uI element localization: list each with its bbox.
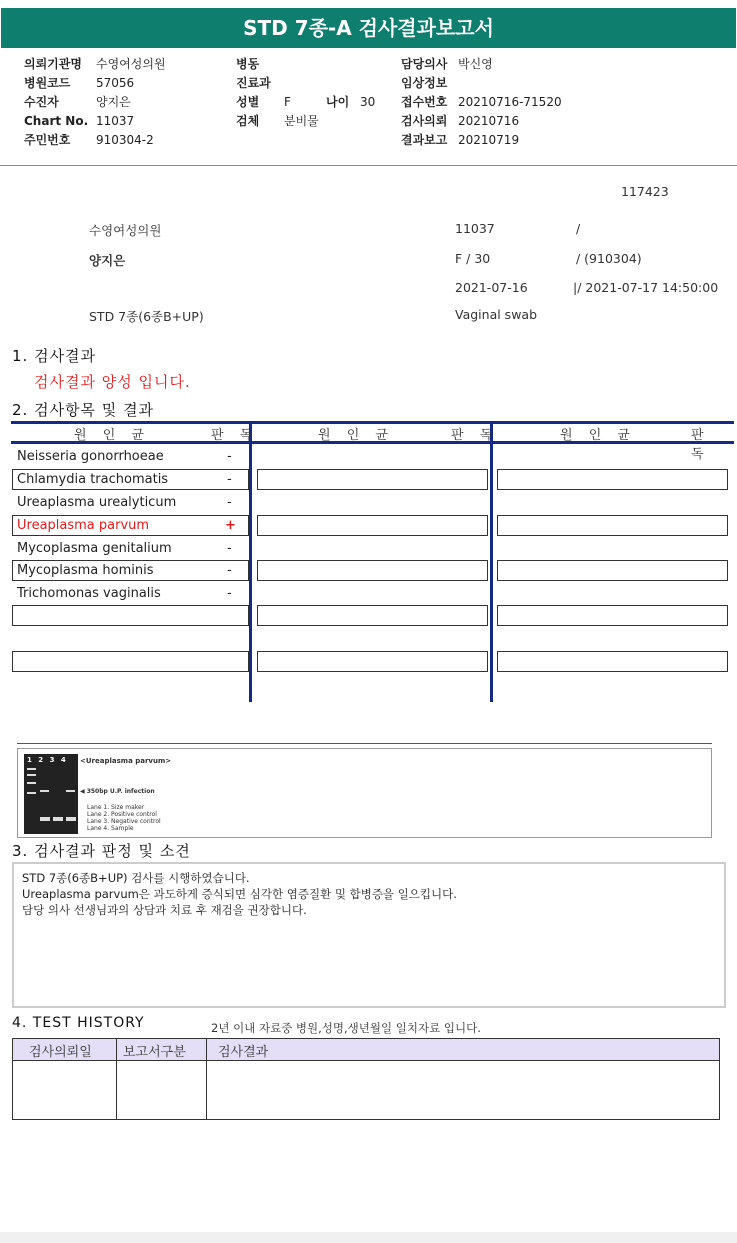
gel-band [66, 790, 75, 792]
gel-lane-numbers: 1 2 3 4 [27, 756, 68, 764]
gel-band [27, 782, 36, 784]
gel-lane-4: Lane 4. Sample [87, 825, 134, 832]
header-pathogen-2: 원 인 균 [318, 428, 394, 443]
table-row-box-empty [257, 515, 488, 536]
table-row-name: Mycoplasma genitalium [17, 541, 172, 556]
table-row-name: Mycoplasma hominis [17, 563, 154, 578]
header-pathogen-1: 원 인 균 [74, 428, 150, 443]
history-col-request-date: 검사의뢰일 [29, 1045, 92, 1060]
code-value: 57056 [96, 76, 135, 90]
summary-specimen: Vaginal swab [455, 307, 538, 322]
table-row-name: Trichomonas vaginalis [17, 586, 161, 601]
request-value: 20210716 [458, 114, 520, 128]
table-row-box-empty [497, 651, 728, 672]
section2-title: 2. 검사항목 및 결과 [12, 401, 155, 419]
table-col-divider-2 [490, 421, 493, 702]
section3-title: 3. 검사결과 판정 및 소견 [12, 842, 191, 860]
summary-sex-age: F / 30 [455, 251, 491, 266]
receipt-label: 접수번호 [401, 95, 448, 109]
summary-name: 양지은 [89, 253, 126, 268]
gel-title: <Ureaplasma parvum> [80, 757, 172, 765]
request-label: 검사의뢰 [401, 114, 448, 128]
opinion-line-2: Ureaplasma parvum은 과도하게 증식되면 심각한 염증질환 및 합병증을 일으킵니다. [22, 887, 457, 901]
chart-label: Chart No. [24, 114, 89, 128]
gel-arrow-label: ◀ 350bp U.P. infection [80, 788, 155, 795]
table-row-result: - [227, 563, 232, 578]
table-row-result: - [227, 472, 232, 487]
gel-lane-3: Lane 3. Negative control [87, 818, 161, 825]
summary-slash: / [576, 221, 581, 236]
age-value: 30 [360, 95, 376, 109]
dept-label: 진료과 [236, 76, 271, 90]
header-judge-2: 판 독 [451, 428, 499, 443]
gel-band [27, 792, 36, 794]
table-row-box-empty [12, 651, 249, 672]
gel-lane-2: Lane 2. Positive control [87, 811, 157, 818]
report-title: STD 7종-A 검사결과보고서 [1, 8, 736, 48]
receipt-value: 20210716-71520 [458, 95, 562, 109]
gel-band [40, 817, 50, 821]
opinion-line-1: STD 7종(6종B+UP) 검사를 시행하였습니다. [22, 871, 250, 885]
opinion-line-3: 담당 의사 선생님과의 상담과 치료 후 재검을 권장합니다. [22, 903, 307, 917]
summary-date1: 2021-07-16 [455, 280, 528, 295]
table-row-box-empty [497, 515, 728, 536]
header-right [401, 55, 562, 150]
header-judge-1: 판 독 [211, 428, 259, 443]
opinion-box [12, 862, 726, 1008]
history-col-result: 검사결과 [218, 1045, 269, 1060]
header-left [24, 55, 166, 150]
table-row-box-empty [497, 605, 728, 626]
summary-birth: / (910304) [576, 251, 642, 266]
table-row-name: Ureaplasma urealyticum [17, 495, 177, 510]
table-row-box-empty [257, 605, 488, 626]
gel-top-rule [17, 743, 712, 744]
history-note: 2년 이내 자료중 병원,성명,생년월일 일치자료 입니다. [211, 1021, 481, 1035]
gel-band [27, 774, 36, 776]
gel-electrophoresis-image [24, 754, 78, 834]
gel-band [53, 817, 63, 821]
gel-band [66, 817, 76, 821]
table-row-result: - [227, 495, 232, 510]
gel-lane-1: Lane 1. Size maker [87, 804, 145, 811]
specimen-value: 분비물 [284, 114, 319, 128]
table-row-box-empty [497, 469, 728, 490]
table-row-box-empty [257, 560, 488, 581]
report-value: 20210719 [458, 133, 520, 147]
table-row-box-empty [257, 651, 488, 672]
gel-band [27, 768, 36, 770]
chart-value: 11037 [96, 114, 135, 128]
doctor-label: 담당의사 [401, 57, 448, 71]
result-positive-text: 검사결과 양성 입니다. [34, 373, 191, 391]
header-divider [0, 165, 737, 166]
table-row-name-positive: Ureaplasma parvum [17, 518, 150, 533]
sex-label: 성별 [236, 95, 260, 109]
summary-date2: |/ 2021-07-17 14:50:00 [573, 280, 719, 295]
table-row-result-positive: + [225, 518, 236, 533]
table-row-name: Chlamydia trachomatis [17, 472, 169, 487]
specimen-label: 검체 [236, 114, 260, 128]
table-row-box-empty [12, 605, 249, 626]
table-row-result: - [227, 586, 232, 601]
section1-title: 1. 검사결과 [12, 347, 97, 365]
summary-clinic: 수영여성의원 [89, 223, 162, 238]
clinical-label: 임상정보 [401, 76, 448, 90]
inst-value: 수영여성의원 [96, 57, 166, 71]
patient-label: 수진자 [24, 95, 59, 109]
age-label: 나이 [326, 95, 350, 109]
header-mid [236, 55, 375, 131]
ward-label: 병동 [236, 57, 260, 71]
history-table [12, 1038, 720, 1120]
sex-value: F [284, 95, 291, 109]
header-judge-3: 판 독 [691, 428, 710, 462]
table-row-box-empty [497, 560, 728, 581]
code-label: 병원코드 [24, 76, 71, 90]
report-label: 결과보고 [401, 133, 448, 147]
doctor-value: 박신영 [458, 57, 493, 71]
history-col-report-type: 보고서구분 [123, 1045, 186, 1060]
summary-test: STD 7종(6종B+UP) [89, 309, 204, 324]
inst-label: 의뢰기관명 [24, 57, 82, 71]
table-row-box-empty [257, 469, 488, 490]
id-value: 910304-2 [96, 133, 154, 147]
id-label: 주민번호 [24, 133, 71, 147]
header-pathogen-3: 원 인 균 [560, 428, 636, 443]
section4-title: 4. TEST HISTORY [12, 1015, 145, 1031]
table-row-result: - [227, 541, 232, 556]
table-row-result: - [227, 449, 232, 464]
report-number: 117423 [621, 184, 669, 199]
summary-chart: 11037 [455, 221, 495, 236]
table-row-name: Neisseria gonorrhoeae [17, 449, 164, 464]
gel-band [40, 790, 49, 792]
table-col-divider-1 [249, 421, 252, 702]
patient-value: 양지은 [96, 95, 131, 109]
